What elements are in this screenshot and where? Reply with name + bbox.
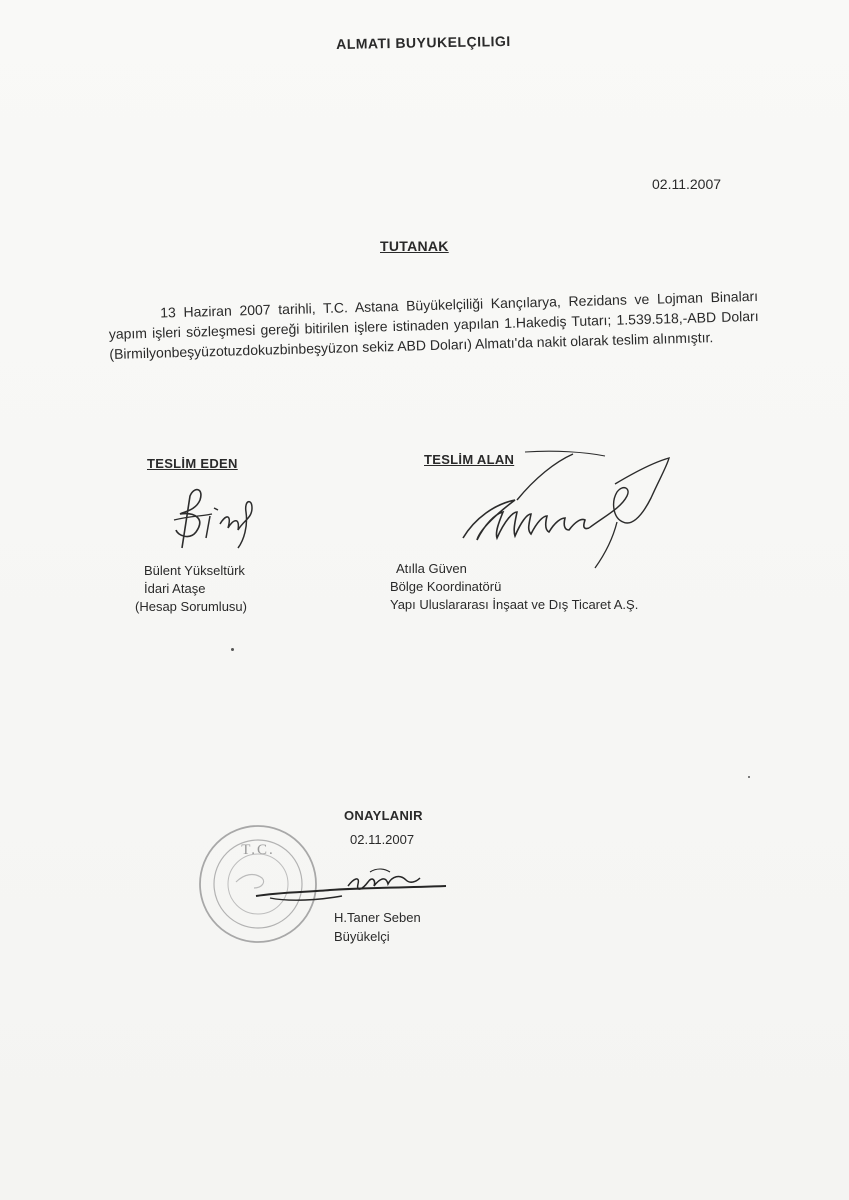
ambassador-title: Büyükelçi <box>334 929 390 944</box>
ambassador-block <box>334 908 421 946</box>
teslim-eden-heading: TESLİM EDEN <box>147 456 238 471</box>
document-date: 02.11.2007 <box>652 176 722 192</box>
body-paragraph: 13 Haziran 2007 tarihli, T.C. Astana Büyükelçiliği Kançılarya, Rezidans ve Lojman Binaları yapım işleri sözleşmesi gereği bitirilen işlere istinaden yapılan 1.Hakediş Tutarı; 1.539.518,-ABD Doları (Birmilyonbeşyüzotuzdokuzbinbeşyüzon sekiz ABD Doları) Almatı'da nakit olarak teslim alınmıştır. <box>108 287 759 362</box>
right-signatory-company: Yapı Uluslararası İnşaat ve Dış Ticaret A.Ş. <box>390 597 639 612</box>
ink-speck <box>231 648 234 651</box>
ink-speck <box>748 776 750 778</box>
teslim-alan-heading: TESLİM ALAN <box>424 452 515 467</box>
left-signatory-note: (Hesap Sorumlusu) <box>135 599 247 614</box>
svg-text:T.C.: T.C. <box>241 842 275 858</box>
left-signatory-position: İdari Ataşe <box>144 581 206 596</box>
right-signature <box>455 448 675 573</box>
approval-heading: ONAYLANIR <box>344 808 423 823</box>
left-signatory-name: Bülent Yükseltürk <box>144 563 245 578</box>
left-signatory-block <box>135 562 247 616</box>
right-signatory-name: Atılla Güven <box>396 561 467 576</box>
left-signature <box>160 478 270 558</box>
document-title: TUTANAK <box>380 238 449 254</box>
embassy-header: ALMATI BUYUKELÇILIGI <box>336 32 511 52</box>
right-signatory-position: Bölge Koordinatörü <box>390 579 502 594</box>
right-signatory-block <box>390 560 638 614</box>
document-body <box>108 286 759 364</box>
ambassador-signature <box>250 862 450 912</box>
approval-date: 02.11.2007 <box>350 832 415 847</box>
ambassador-name: H.Taner Seben <box>334 910 421 925</box>
